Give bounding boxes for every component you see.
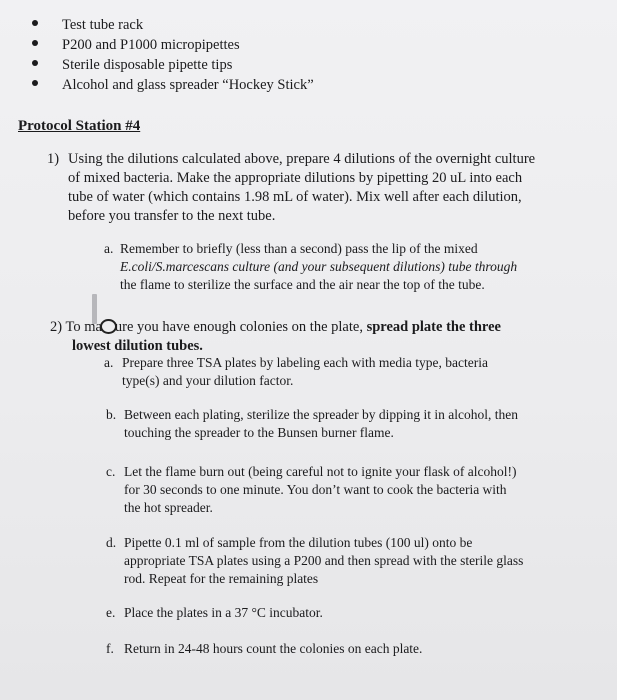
step-2-text <box>50 318 600 356</box>
step-2-substep-a <box>104 354 594 390</box>
substep-text <box>120 240 594 294</box>
bullet-icon <box>32 80 38 86</box>
step-1-text <box>68 150 599 226</box>
list-item <box>32 15 314 35</box>
text-line: Prepare three TSA plates by labeling each with media type, bacteria <box>122 355 488 370</box>
materials-list <box>32 15 314 95</box>
text-line <box>50 318 600 337</box>
substep-letter: c. <box>106 464 116 479</box>
substep-text <box>124 406 596 442</box>
text-line: for 30 seconds to one minute. You don’t want to cook the bacteria with <box>124 482 507 497</box>
organism-names: E.coli/S.marcescans culture (and your subsequent dilutions) tube through <box>120 259 518 274</box>
substep-letter: a. <box>104 241 114 256</box>
list-item <box>32 75 314 95</box>
list-item <box>32 55 314 75</box>
text-line: appropriate TSA plates using a P200 and then spread with the sterile glass <box>124 553 524 568</box>
step-number: 2) <box>50 319 63 335</box>
list-item-text: Sterile disposable pipette tips <box>62 57 233 73</box>
step-2 <box>50 318 600 356</box>
text-line: Place the plates in a 37 °C incubator. <box>124 605 323 620</box>
text-line: rod. Repeat for the remaining plates <box>124 571 319 586</box>
bullet-icon <box>32 60 38 66</box>
text-line: Using the dilutions calculated above, prepare 4 dilutions of the overnight culture <box>68 151 536 167</box>
step-number: 1) <box>47 151 60 167</box>
text-line: touching the spreader to the Bunsen burner flame. <box>124 425 394 440</box>
substep-text <box>124 604 596 622</box>
step-2-substep-e <box>106 604 596 622</box>
section-heading: Protocol Station #4 <box>18 118 141 134</box>
substep-letter: b. <box>106 407 117 422</box>
text-line: Remember to briefly (less than a second) pass the lip of the mixed <box>120 241 478 256</box>
substep-letter: f. <box>106 641 114 656</box>
text-fragment: To ma <box>65 319 102 335</box>
text-line: Between each plating, sterilize the spreader by dipping it in alcohol, then <box>124 407 518 422</box>
list-item-text: Test tube rack <box>62 17 144 33</box>
text-line: the hot spreader. <box>124 500 213 515</box>
bold-text: spread plate the three <box>366 319 501 335</box>
list-item-text: Alcohol and glass spreader “Hockey Stick” <box>62 77 314 93</box>
text-fragment: ure you have enough colonies on the plate, <box>114 319 367 335</box>
step-1 <box>47 150 599 226</box>
substep-text <box>124 463 596 517</box>
text-line: the flame to sterilize the surface and the air near the top of the tube. <box>120 277 485 292</box>
substep-text <box>122 354 594 390</box>
step-2-substep-b <box>106 406 596 442</box>
list-item-text: P200 and P1000 micropipettes <box>62 37 240 53</box>
text-line <box>120 258 594 276</box>
step-1-substep-a <box>104 240 594 294</box>
step-2-substep-c <box>106 463 596 517</box>
text-line: Let the flame burn out (being careful not to ignite your flask of alcohol!) <box>124 464 517 479</box>
step-2-substep-d <box>106 534 598 588</box>
substep-letter: a. <box>104 355 114 370</box>
substep-text <box>124 534 598 588</box>
text-line: tube of water (which contains 1.98 mL of water). Mix well after each dilution, <box>68 189 522 205</box>
substep-text <box>124 640 596 658</box>
bullet-icon <box>32 40 38 46</box>
step-2-substep-f <box>106 640 596 658</box>
text-line: before you transfer to the next tube. <box>68 208 276 224</box>
substep-letter: e. <box>106 605 116 620</box>
text-line: Pipette 0.1 ml of sample from the dilution tubes (100 ul) onto be <box>124 535 473 550</box>
text-line: of mixed bacteria. Make the appropriate dilutions by pipetting 20 uL into each <box>68 170 523 186</box>
text-line: type(s) and your dilution factor. <box>122 373 294 388</box>
bold-text: lowest dilution tubes. <box>72 338 203 354</box>
bullet-icon <box>32 20 38 26</box>
substep-letter: d. <box>106 535 117 550</box>
text-line: Return in 24-48 hours count the colonies on each plate. <box>124 641 423 656</box>
list-item <box>32 35 314 55</box>
